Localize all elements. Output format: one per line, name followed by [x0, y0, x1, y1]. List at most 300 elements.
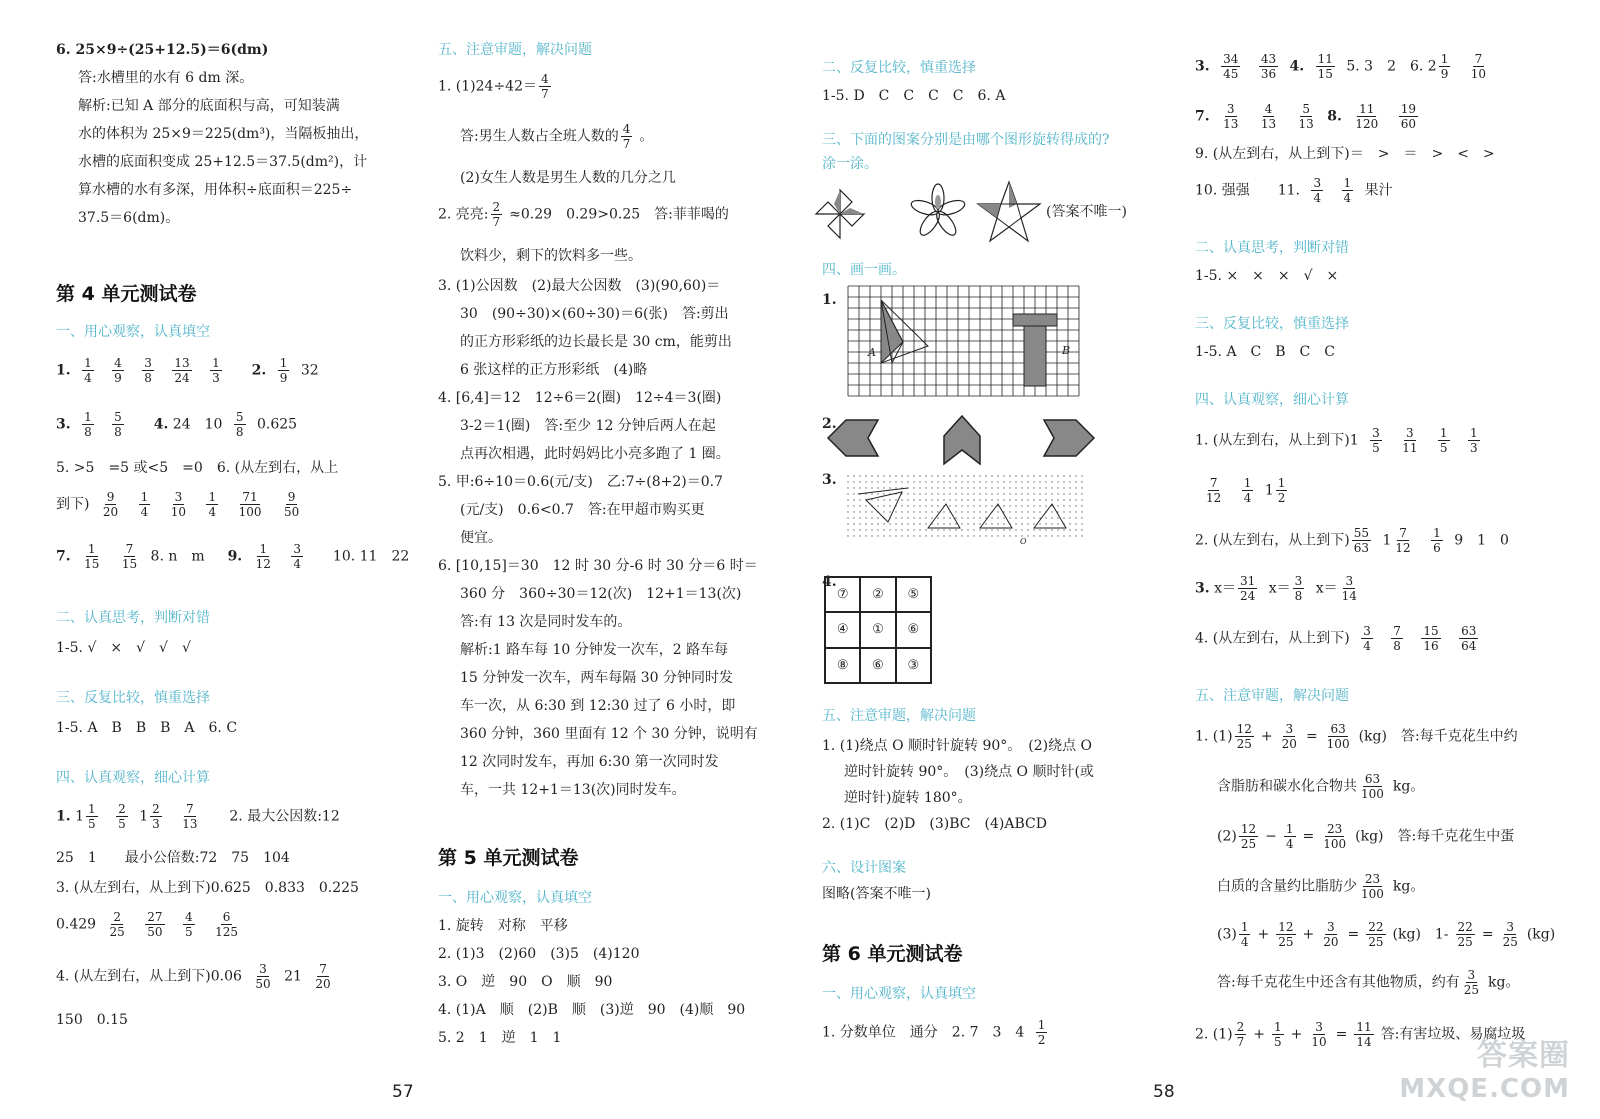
- grid-dot: [943, 481, 944, 482]
- grid-dot: [937, 511, 938, 512]
- calc-3: 3. x＝ $\frac{31}{24}$ x＝ $\frac{3}{8}$ x＝ $\frac{3}{14}$: [1195, 574, 1357, 603]
- grid-dot: [985, 517, 986, 518]
- grid-dot: [907, 499, 908, 500]
- grid-dot: [925, 505, 926, 506]
- grid-dot: [979, 499, 980, 500]
- grid-dot: [871, 511, 872, 512]
- flower-figure: [906, 180, 970, 244]
- grid-dot: [877, 481, 878, 482]
- grid-dot: [937, 499, 938, 500]
- grid-dot: [997, 475, 998, 476]
- problem-2-line: 饮料少，剩下的饮料多一些。: [460, 248, 642, 264]
- grid-dot: [949, 493, 950, 494]
- grid-dot: [955, 523, 956, 524]
- grid-dot: [877, 493, 878, 494]
- grid-dot: [1075, 493, 1076, 494]
- grid-dot: [1045, 487, 1046, 488]
- grid-dot: [883, 475, 884, 476]
- watermark-logo: 答案圈: [1477, 1038, 1570, 1073]
- grid-dot: [847, 481, 848, 482]
- grid-dot: [1069, 529, 1070, 530]
- grid-dot: [1051, 493, 1052, 494]
- section-heading: 四、认真观察，细心计算: [56, 770, 210, 786]
- grid-dot: [1081, 529, 1082, 530]
- grid-dot: [997, 523, 998, 524]
- judgement-answers: 1-5. × × × √ ×: [1195, 268, 1339, 284]
- grid-dot: [859, 517, 860, 518]
- grid-dot: [1081, 505, 1082, 506]
- item-7: 7. $\frac{1}{15}$ $\frac{7}{15}$ 8. n m 9. $\frac{1}{12}$ $\frac{3}{4}$ 10. 11 22: [56, 542, 410, 571]
- grid-dot: [895, 535, 896, 536]
- grid-dot: [853, 511, 854, 512]
- grid-dot: [1015, 511, 1016, 512]
- grid-dot: [1057, 535, 1058, 536]
- grid-dot: [859, 481, 860, 482]
- grid-dot: [925, 487, 926, 488]
- grid-dot: [1057, 517, 1058, 518]
- rotation-grid: [824, 576, 932, 684]
- grid-dot: [871, 523, 872, 524]
- grid-dot: [901, 505, 902, 506]
- grid-dot: [1039, 517, 1040, 518]
- grid-dot: [883, 499, 884, 500]
- grid-dot: [871, 529, 872, 530]
- grid-dot: [1075, 529, 1076, 530]
- analysis-line: 水槽的底面积变成 25+12.5＝37.5(dm²)，计: [78, 154, 368, 170]
- grid-dot: [847, 517, 848, 518]
- grid-dot: [847, 493, 848, 494]
- grid-dot: [1003, 523, 1004, 524]
- grid-dot: [895, 481, 896, 482]
- item-10-11: 10. 强强 11. $\frac{3}{4}$ $\frac{1}{4}$ 果汁: [1195, 176, 1393, 205]
- grid-dot: [1051, 529, 1052, 530]
- grid-dot: [1069, 499, 1070, 500]
- grid-dot: [907, 535, 908, 536]
- grid-dot: [967, 511, 968, 512]
- column-3: [822, 0, 1182, 1070]
- grid-dot: [853, 523, 854, 524]
- grid-dot: [919, 499, 920, 500]
- problem-2-1: 2. (1) $\frac{2}{7}$ + $\frac{1}{5}$ + $\frac{3}{10}$ = $\frac{11}{14}$ 答:有害垃圾、易腐垃圾: [1195, 1020, 1526, 1049]
- design-answer: 图略(答案不唯一): [822, 886, 931, 902]
- grid-dot: [925, 517, 926, 518]
- grid-dot: [865, 475, 866, 476]
- grid-dot: [943, 523, 944, 524]
- grid-dot: [931, 481, 932, 482]
- calc-4: 4. (从左到右，从上到下) $\frac{3}{4}$ $\frac{7}{8}$ $\frac{15}{16}$ $\frac{63}{64}$: [1195, 624, 1477, 653]
- grid-dot: [1057, 499, 1058, 500]
- grid-dot: [853, 535, 854, 536]
- grid-dot: [847, 523, 848, 524]
- grid-dot: [1015, 535, 1016, 536]
- grid-dot: [847, 475, 848, 476]
- grid-dot: [949, 499, 950, 500]
- item-7-8: 7. $\frac{3}{13}$ $\frac{4}{13}$ $\frac{5}{13}$ 8. $\frac{11}{120}$ $\frac{19}{60}$: [1195, 102, 1416, 131]
- grid-dot: [997, 517, 998, 518]
- grid-dot: [931, 529, 932, 530]
- grid-dot: [991, 481, 992, 482]
- grid-dot: [859, 529, 860, 530]
- grid-dot: [985, 535, 986, 536]
- grid-dot: [1075, 481, 1076, 482]
- answer-note: (答案不唯一): [1046, 204, 1127, 220]
- grid-dot: [1009, 505, 1010, 506]
- grid-dot: [1069, 481, 1070, 482]
- grid-dot: [895, 517, 896, 518]
- unit-5-title: 第 5 单元测试卷: [438, 847, 579, 869]
- grid-dot: [1033, 505, 1034, 506]
- grid-dot: [985, 475, 986, 476]
- watermark-text: MXQE.COM: [1399, 1074, 1570, 1104]
- problem-1-part-2: (2)女生人数是男生人数的几分之几: [460, 170, 676, 186]
- grid-dot: [973, 487, 974, 488]
- grid-dot: [979, 487, 980, 488]
- section-heading: 二、认真思考，判断对错: [1195, 240, 1349, 256]
- grid-dot: [877, 499, 878, 500]
- grid-dot: [919, 481, 920, 482]
- problem-5-line: 便宜。: [460, 530, 502, 546]
- grid-dot: [997, 535, 998, 536]
- grid-dot: [1009, 529, 1010, 530]
- grid-dot: [1045, 523, 1046, 524]
- grid-dot: [973, 475, 974, 476]
- grid-dot: [895, 523, 896, 524]
- grid-dot: [1081, 481, 1082, 482]
- grid-dot: [1015, 487, 1016, 488]
- grid-dot: [1057, 487, 1058, 488]
- grid-dot: [985, 493, 986, 494]
- grid-dot: [1051, 475, 1052, 476]
- section-heading: 六、设计图案: [822, 860, 906, 876]
- grid-dot: [1063, 487, 1064, 488]
- grid-dot: [877, 517, 878, 518]
- grid-dot: [919, 535, 920, 536]
- grid-dot: [979, 511, 980, 512]
- grid-dot: [961, 535, 962, 536]
- grid-dot: [961, 499, 962, 500]
- grid-dot: [919, 475, 920, 476]
- problem-1-2: (2) $\frac{12}{25}$ − $\frac{1}{4}$ = $\frac{23}{100}$ (kg) 答:每千克花生中蛋: [1217, 822, 1515, 851]
- analysis-line: 37.5＝6(dm)。: [78, 210, 180, 226]
- grid-dot: [1033, 475, 1034, 476]
- grid-dot: [871, 517, 872, 518]
- grid-dot: [1081, 511, 1082, 512]
- grid-dot: [985, 499, 986, 500]
- fill-answer: 1. 旋转 对称 平移: [438, 918, 568, 934]
- grid-cell: ⑥: [896, 612, 931, 647]
- problem-6-line: 12 次同时发车，再加 6:30 第一次同时发: [460, 754, 719, 770]
- grid-dot: [907, 493, 908, 494]
- grid-dot: [949, 505, 950, 506]
- calc-4: 4. (从左到右，从上到下)0.06 $\frac{3}{50}$ 21 $\frac{7}{20}$: [56, 962, 331, 991]
- grid-dot: [1045, 499, 1046, 500]
- grid-dot: [913, 499, 914, 500]
- analysis-line: 算水槽的水有多深，用体积÷底面积＝225÷: [78, 182, 353, 198]
- fraction: $\frac{13}{24}$: [174, 356, 190, 385]
- grid-dot: [1027, 523, 1028, 524]
- grid-dot: [949, 529, 950, 530]
- grid-dot: [1027, 481, 1028, 482]
- grid-dot: [877, 535, 878, 536]
- grid-dot: [919, 493, 920, 494]
- section-heading: 一、用心观察，认真填空: [822, 986, 976, 1002]
- grid-dot: [1027, 475, 1028, 476]
- grid-dot: [1015, 505, 1016, 506]
- grid-cell: ⑦: [825, 577, 860, 612]
- problem-1-1-answer: 含脂肪和碳水化合物共 $\frac{63}{100}$ kg。: [1217, 772, 1425, 801]
- grid-dot: [1081, 499, 1082, 500]
- section-heading: 三、反复比较，慎重选择: [56, 690, 210, 706]
- grid-dot: [1069, 505, 1070, 506]
- grid-dot: [985, 481, 986, 482]
- grid-dot: [1075, 499, 1076, 500]
- item-6-values: 到下) $\frac{9}{20}$ $\frac{1}{4}$ $\frac{3}{10}$ $\frac{1}{4}$ $\frac{71}{100}$ $\frac{9}{50}$: [56, 490, 300, 519]
- problem-6-line: 360 分钟，360 里面有 12 个 30 分钟，说明有: [460, 726, 758, 742]
- grid-dot: [1009, 499, 1010, 500]
- grid-dot: [1033, 535, 1034, 536]
- problem-6-line: 答:有 13 次是同时发车的。: [460, 614, 632, 630]
- grid-dot: [889, 505, 890, 506]
- problem-2: 2. 亮亮: $\frac{2}{7}$ ≈0.29 0.29>0.25 答:菲菲喝的: [438, 200, 729, 229]
- grid-dot: [967, 487, 968, 488]
- grid-dot: [997, 481, 998, 482]
- grid-dot: [871, 487, 872, 488]
- judgement-answers: 1-5. √ × √ √ √: [56, 640, 191, 656]
- grid-dot: [883, 505, 884, 506]
- grid-dot: [1039, 511, 1040, 512]
- section-heading: 五、注意审题，解决问题: [822, 708, 976, 724]
- grid-dot: [961, 523, 962, 524]
- grid-dot: [985, 487, 986, 488]
- calc-3: 3. (从左到右，从上到下)0.625 0.833 0.225: [56, 880, 359, 896]
- grid-dot: [997, 529, 998, 530]
- grid-cell: ④: [825, 612, 860, 647]
- grid-dot: [919, 505, 920, 506]
- grid-dot: [1033, 481, 1034, 482]
- item-9: 9. (从左到右，从上到下)＝ > ＝ > < >: [1195, 146, 1495, 162]
- grid-dot: [991, 535, 992, 536]
- calc-2: 2. (从左到右，从上到下) $\frac{55}{63}$ 1 $\frac{7}{12}$ $\frac{1}{6}$ 9 1 0: [1195, 526, 1509, 555]
- grid-dot: [847, 511, 848, 512]
- grid-dot: [961, 487, 962, 488]
- problem-4-line: 点再次相遇，此时妈妈比小亮多跑了 1 圈。: [460, 446, 730, 462]
- grid-dot: [1039, 493, 1040, 494]
- grid-dot: [967, 523, 968, 524]
- grid-dot: [1075, 487, 1076, 488]
- grid-dot: [985, 523, 986, 524]
- item-1: 1. $\frac{1}{4}$ $\frac{4}{9}$ $\frac{3}{8}$ $\frac{13}{24}$ $\frac{1}{3}$ 2. $\frac{1}{9}$ 32: [56, 356, 319, 385]
- grid-dot: [865, 487, 866, 488]
- grid-dot: [913, 529, 914, 530]
- grid-dot: [853, 499, 854, 500]
- grid-dot: [943, 511, 944, 512]
- grid-dot: [883, 529, 884, 530]
- grid-dot: [1039, 475, 1040, 476]
- calc-1-values: $\frac{7}{12}$ $\frac{1}{4}$ 1 $\frac{1}{2}$: [1206, 476, 1286, 505]
- grid-dot: [883, 523, 884, 524]
- grid-dot: [1009, 535, 1010, 536]
- problem-1-3: (3) $\frac{1}{4}$ + $\frac{12}{25}$ + $\frac{3}{20}$ = $\frac{22}{25}$ (kg) 1- $\frac{22}{25}$ = $\frac{3}{25}$ (kg): [1217, 920, 1556, 949]
- grid-dot: [1039, 529, 1040, 530]
- grid-dot: [871, 493, 872, 494]
- section-heading: 五、注意审题，解决问题: [438, 42, 592, 58]
- grid-dot: [925, 493, 926, 494]
- grid-dot: [883, 511, 884, 512]
- grid-cell: ②: [860, 577, 895, 612]
- grid-dot: [1021, 481, 1022, 482]
- grid-dot: [925, 523, 926, 524]
- section-heading: 三、反复比较，慎重选择: [1195, 316, 1349, 332]
- grid-dot: [937, 493, 938, 494]
- grid-dot: [967, 517, 968, 518]
- grid-dot: [943, 499, 944, 500]
- answer-1: 答:男生人数占全班人数的 $\frac{4}{7}$ 。: [460, 122, 654, 151]
- grid-dot: [901, 535, 902, 536]
- grid-dot: [925, 535, 926, 536]
- grid-dot: [1045, 505, 1046, 506]
- grid-dot: [847, 487, 848, 488]
- fill-answer: 2. (1)3 (2)60 (3)5 (4)120: [438, 946, 640, 962]
- grid-dot: [1069, 535, 1070, 536]
- grid-dot: [1027, 529, 1028, 530]
- grid-dot: [979, 535, 980, 536]
- grid-dot: [961, 529, 962, 530]
- problem-6: 6. [10,15]＝30 12 时 30 分-6 时 30 分＝6 时＝: [438, 558, 758, 574]
- grid-dot: [1057, 481, 1058, 482]
- problem-line: 逆时针)旋转 180°。: [844, 790, 972, 806]
- grid-dot: [919, 487, 920, 488]
- grid-dot: [1063, 511, 1064, 512]
- grid-dot: [991, 499, 992, 500]
- unit-4-title: 第 4 单元测试卷: [56, 283, 197, 305]
- grid-dot: [991, 505, 992, 506]
- grid-dot: [1003, 493, 1004, 494]
- grid-dot: [1003, 487, 1004, 488]
- grid-dot: [865, 481, 866, 482]
- grid-dot: [901, 517, 902, 518]
- grid-dot: [907, 511, 908, 512]
- grid-dot: [1063, 505, 1064, 506]
- grid-dot: [937, 517, 938, 518]
- grid-dot: [1027, 493, 1028, 494]
- grid-dot: [889, 475, 890, 476]
- grid-dot: [1075, 475, 1076, 476]
- calc-1: 1. 1 $\frac{1}{5}$ $\frac{2}{5}$ 1 $\frac{2}{3}$ $\frac{7}{13}$ 2. 最大公因数:12: [56, 802, 340, 831]
- grid-dot: [985, 505, 986, 506]
- grid-dot: [1021, 511, 1022, 512]
- choice-answers: 1-5. A B B B A 6. C: [56, 720, 238, 736]
- grid-dot: [895, 529, 896, 530]
- grid-dot: [1033, 499, 1034, 500]
- grid-dot: [1015, 499, 1016, 500]
- grid-dot: [883, 481, 884, 482]
- grid-dot: [913, 481, 914, 482]
- grid-dot: [847, 535, 848, 536]
- grid-dot: [937, 523, 938, 524]
- grid-dot: [931, 517, 932, 518]
- grid-dot: [877, 487, 878, 488]
- problem-line: 1. (1)绕点 O 顺时针旋转 90°。 (2)绕点 O: [822, 738, 1093, 754]
- grid-dot: [907, 481, 908, 482]
- watermark: [1399, 1030, 1570, 1104]
- grid-dot: [859, 475, 860, 476]
- grid-dot: [955, 499, 956, 500]
- grid-dot: [949, 523, 950, 524]
- grid-dot: [979, 505, 980, 506]
- grid-dot: [1021, 487, 1022, 488]
- grid-dot: [859, 523, 860, 524]
- grid-dot: [895, 487, 896, 488]
- grid-dot: [931, 511, 932, 512]
- grid-dot: [1045, 529, 1046, 530]
- grid-dot: [901, 481, 902, 482]
- grid-dot: [913, 535, 914, 536]
- grid-dot: [997, 511, 998, 512]
- grid-dot: [1039, 487, 1040, 488]
- problem-4: 4. [6,4]＝12 12÷6＝2(圈) 12÷4＝3(圈): [438, 390, 722, 406]
- grid-dot: [1051, 517, 1052, 518]
- grid-dot: [961, 505, 962, 506]
- item-number: 2.: [822, 416, 837, 432]
- grid-dot: [949, 535, 950, 536]
- grid-dot: [913, 487, 914, 488]
- grid-dot: [1081, 517, 1082, 518]
- item-number: 3.: [822, 472, 837, 488]
- problem-line: 逆时针旋转 90°。 (3)绕点 O 顺时针(或: [844, 764, 1094, 780]
- grid-dot: [889, 487, 890, 488]
- grid-dot: [967, 481, 968, 482]
- grid-dot: [943, 535, 944, 536]
- section-heading: 涂一涂。: [822, 156, 878, 172]
- problem-3-line: 30 (90÷30)×(60÷30)＝6(张) 答:剪出: [460, 306, 729, 322]
- grid-dot: [967, 493, 968, 494]
- grid-dot: [1051, 499, 1052, 500]
- grid-dot: [1057, 475, 1058, 476]
- grid-dot: [973, 499, 974, 500]
- grid-dot: [889, 499, 890, 500]
- arrow-shapes: [826, 410, 1116, 466]
- grid-dot: [937, 475, 938, 476]
- grid-dot: [1057, 523, 1058, 524]
- grid-dot: [901, 511, 902, 512]
- problem-4-line: 3-2＝1(圈) 答:至少 12 分钟后两人在起: [460, 418, 716, 434]
- grid-dot: [1003, 529, 1004, 530]
- grid-dot: [1015, 517, 1016, 518]
- grid-dot: [1063, 481, 1064, 482]
- grid-dot: [859, 487, 860, 488]
- section-heading: 一、用心观察，认真填空: [438, 890, 592, 906]
- grid-dot: [979, 481, 980, 482]
- grid-dot: [1027, 505, 1028, 506]
- grid-dot: [943, 475, 944, 476]
- grid-dot: [877, 475, 878, 476]
- grid-dot: [1051, 511, 1052, 512]
- grid-dot: [847, 529, 848, 530]
- grid-dot: [1045, 493, 1046, 494]
- item-number: 1.: [822, 292, 837, 308]
- grid-dot: [1045, 517, 1046, 518]
- grid-cell: ⑥: [860, 648, 895, 683]
- grid-dot: [955, 535, 956, 536]
- grid-dot: [997, 499, 998, 500]
- grid-dot: [1039, 499, 1040, 500]
- problem-1-1: 1. (1) $\frac{12}{25}$ + $\frac{3}{20}$ = $\frac{63}{100}$ (kg) 答:每千克花生中约: [1195, 722, 1518, 751]
- grid-dot: [955, 475, 956, 476]
- grid-dot: [973, 505, 974, 506]
- problem-line: 2. (1)C (2)D (3)BC (4)ABCD: [822, 816, 1047, 832]
- grid-dot: [1033, 517, 1034, 518]
- grid-dot: [859, 511, 860, 512]
